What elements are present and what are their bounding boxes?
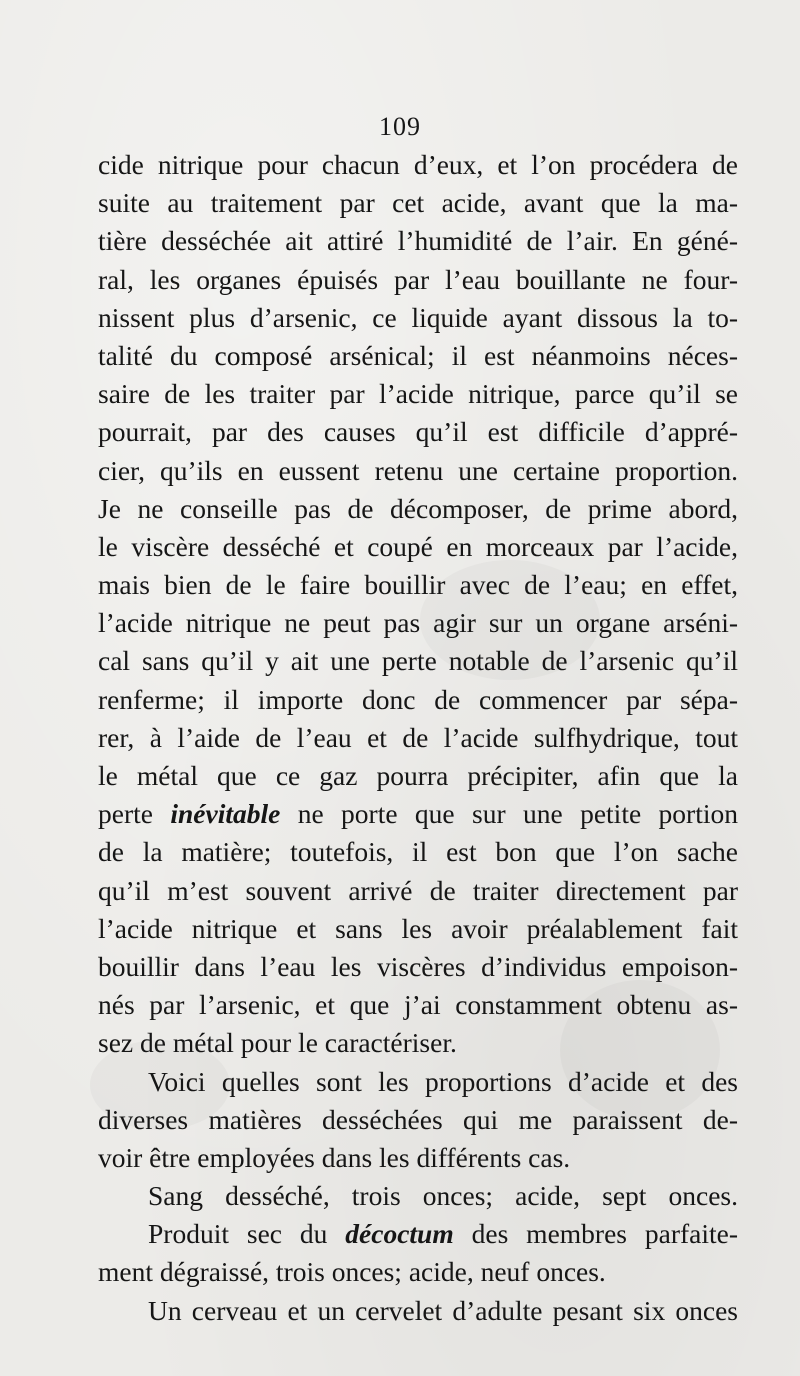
line-text: Produit sec du (148, 1218, 346, 1250)
text-line: nés par l’arsenic, et que j’ai constamment obtenu as- (98, 989, 738, 1021)
text-line: l’acide nitrique et sans les avoir préalablement fait (98, 912, 738, 944)
emphasis-text: décoctum (345, 1218, 454, 1250)
text-line: pourrait, par des causes qu’il est difficile d’appré- (98, 416, 738, 448)
text-line: le métal que ce gaz pourra précipiter, afin que la (98, 760, 738, 791)
text-line: renferme; il importe donc de commencer par sépa- (98, 683, 738, 715)
text-line: tière desséchée ait attiré l’humidité de l’air. En géné- (98, 225, 738, 257)
text-line: l’acide nitrique ne peut pas agir sur un organe arséni- (98, 607, 738, 639)
text-line: saire de les traiter par l’acide nitrique, parce qu’il se (98, 378, 738, 410)
line-text: des membres parfaite- (453, 1218, 738, 1250)
text-line: Voici quelles sont les proportions d’acide et des (148, 1065, 738, 1097)
text-line-with-emphasis (98, 1215, 738, 1253)
text-line: ral, les organes épuisés par l’eau bouillante ne four- (98, 263, 738, 295)
text-line: rer, à l’aide de l’eau et de l’acide sulfhydrique, tout (98, 721, 738, 753)
line-text: ne porte que sur une petite portion (280, 798, 738, 830)
text-line: de la matière; toutefois, il est bon que l’on sache (98, 836, 738, 868)
text-line: ment dégraissé, trois onces; acide, neuf onces. (98, 1256, 606, 1288)
text-line: diverses matières desséchées qui me paraissent de- (98, 1103, 738, 1135)
text-line: voir être employées dans les différents cas. (98, 1141, 571, 1173)
body-text (98, 146, 738, 1330)
text-line: qu’il m’est souvent arrivé de traiter directement par (98, 874, 738, 906)
line-text: perte (98, 798, 171, 830)
text-line: le viscère desséché et coupé en morceaux par l’acide, (98, 530, 738, 562)
text-line: Un cerveau et un cervelet d’adulte pesant six onces (148, 1294, 738, 1326)
text-line: nissent plus d’arsenic, ce liquide ayant dissous la to- (98, 301, 738, 333)
text-line-with-emphasis (98, 795, 738, 833)
text-line: mais bien de le faire bouillir avec de l’eau; en effet, (98, 569, 738, 601)
emphasis-text: inévitable (170, 798, 281, 830)
text-line: bouillir dans l’eau les viscères d’individus empoison- (98, 950, 738, 982)
text-line: Je ne conseille pas de décomposer, de prime abord, (98, 492, 738, 524)
text-line: cal sans qu’il y ait une perte notable de l’arsenic qu’il (98, 645, 738, 677)
page-number: 109 (379, 112, 421, 141)
text-line: sez de métal pour le caractériser. (98, 1027, 457, 1059)
text-line: cier, qu’ils en eussent retenu une certaine proportion. (98, 454, 738, 486)
text-line: cide nitrique pour chacun d’eux, et l’on procédera de (98, 149, 738, 180)
text-line: suite au traitement par cet acide, avant que la ma- (98, 187, 738, 219)
text-line: talité du composé arsénical; il est néanmoins néces- (98, 339, 738, 371)
text-line: Sang desséché, trois onces; acide, sept onces. (148, 1180, 738, 1212)
